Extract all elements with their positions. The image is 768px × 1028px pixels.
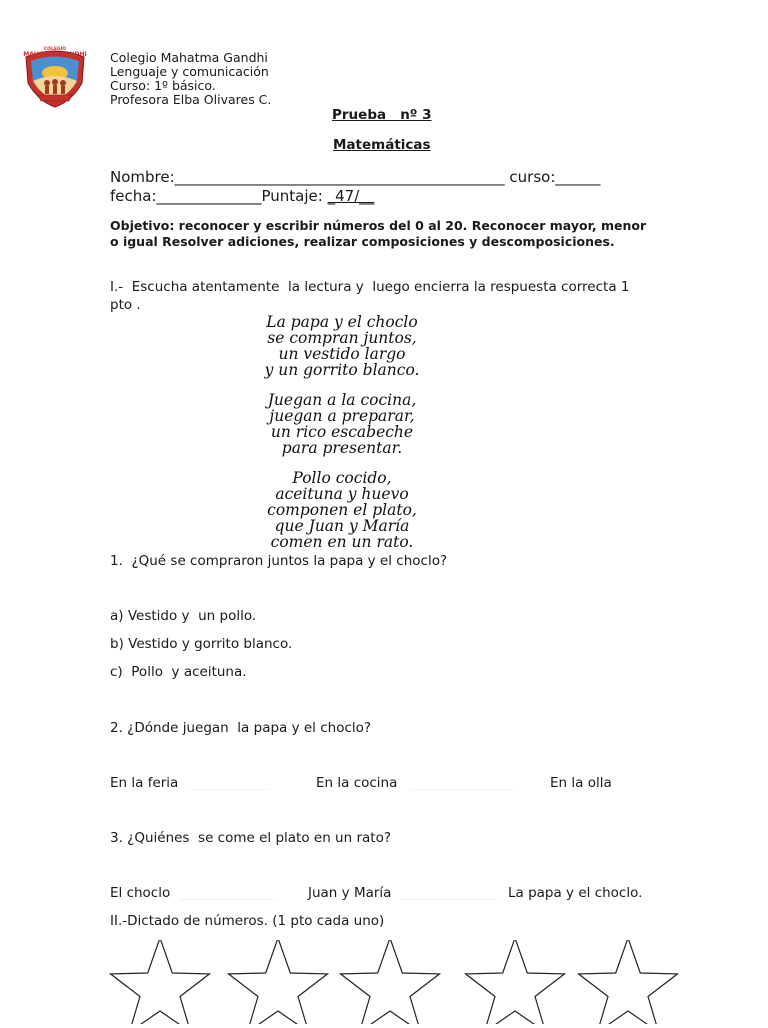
- star-outline-icon[interactable]: [341, 940, 440, 1024]
- star-outline-icon[interactable]: [466, 940, 565, 1024]
- objective-text: Objetivo: reconocer y escribir números del 0 al 20. Reconocer mayor, menor o igual Resolver adiciones, realizar composiciones y descomposiciones.: [110, 218, 647, 249]
- question-3: 3. ¿Quiénes se come el plato en un rato?: [110, 830, 391, 846]
- divider: ________________: [410, 776, 514, 791]
- school-crest-icon: [22, 43, 88, 109]
- svg-text:COLEGIO: COLEGIO: [43, 47, 67, 52]
- score-value: _47/__: [327, 187, 375, 205]
- course-line: Curso: 1º básico.: [110, 78, 216, 93]
- stars-row: [0, 940, 768, 1024]
- section1-instruction: I.- Escucha atentamente la lectura y luego encierra la respuesta correcta 1: [110, 279, 630, 295]
- subject-line: Lenguaje y comunicación: [110, 64, 269, 79]
- poem-line: La papa y el choclo: [266, 313, 418, 331]
- poem-line: juegan a preparar,: [269, 407, 415, 425]
- test-title: Prueba nº 3: [332, 107, 432, 123]
- question-2: 2. ¿Dónde juegan la papa y el choclo?: [110, 720, 372, 736]
- poem-line: que Juan y María: [274, 517, 410, 535]
- test-subject: Matemáticas: [333, 137, 431, 153]
- date-label: fecha:______________Puntaje:: [110, 187, 328, 205]
- section2-title: II.-Dictado de números. (1 pto cada uno): [110, 913, 385, 929]
- star-outline-icon[interactable]: [579, 940, 678, 1024]
- poem-line: componen el plato,: [267, 501, 417, 519]
- q1-option-a[interactable]: a) Vestido y un pollo.: [110, 608, 257, 624]
- stars-container: [0, 940, 768, 1024]
- divider: ____________: [190, 776, 268, 791]
- q3-option-3[interactable]: La papa y el choclo.: [508, 885, 643, 901]
- poem-line: Juegan a la cocina,: [267, 391, 417, 409]
- question-1: 1. ¿Qué se compraron juntos la papa y el choclo?: [110, 553, 448, 569]
- poem: [212, 314, 472, 564]
- school-logo: [22, 43, 88, 109]
- poem-line: Pollo cocido,: [292, 469, 392, 487]
- q3-option-1[interactable]: El choclo: [110, 885, 171, 901]
- q2-option-1[interactable]: En la feria: [110, 775, 179, 791]
- name-course-field[interactable]: Nombre:____________________________________________ curso:______: [110, 168, 601, 186]
- poem-stanza-2: [212, 392, 472, 456]
- date-score-field[interactable]: [110, 187, 374, 205]
- star-outline-icon[interactable]: [229, 940, 328, 1024]
- school-name: Colegio Mahatma Gandhi: [110, 50, 268, 65]
- star-outline-icon[interactable]: [111, 940, 210, 1024]
- divider: _______________: [180, 886, 278, 901]
- divider: _______________: [400, 886, 498, 901]
- q1-option-c[interactable]: c) Pollo y aceituna.: [110, 664, 247, 680]
- poem-line: y un gorrito blanco.: [264, 361, 420, 379]
- poem-line: comen en un rato.: [270, 533, 414, 551]
- q3-option-2[interactable]: Juan y María: [308, 885, 392, 901]
- poem-line: aceituna y huevo: [275, 485, 409, 503]
- poem-line: un rico escabeche: [270, 423, 414, 441]
- teacher-line: Profesora Elba Olivares C.: [110, 92, 272, 107]
- poem-stanza-1: [212, 314, 472, 378]
- section1-instruction-cont: pto .: [110, 297, 141, 313]
- q2-option-2[interactable]: En la cocina: [316, 775, 398, 791]
- svg-text:MAHATMA GANDHI: MAHATMA GANDHI: [23, 51, 87, 58]
- q2-option-3[interactable]: En la olla: [550, 775, 612, 791]
- poem-stanza-3: [212, 470, 472, 550]
- poem-line: se compran juntos,: [267, 329, 417, 347]
- q1-option-b[interactable]: b) Vestido y gorrito blanco.: [110, 636, 293, 652]
- poem-line: un vestido largo: [278, 345, 406, 363]
- poem-line: para presentar.: [281, 439, 403, 457]
